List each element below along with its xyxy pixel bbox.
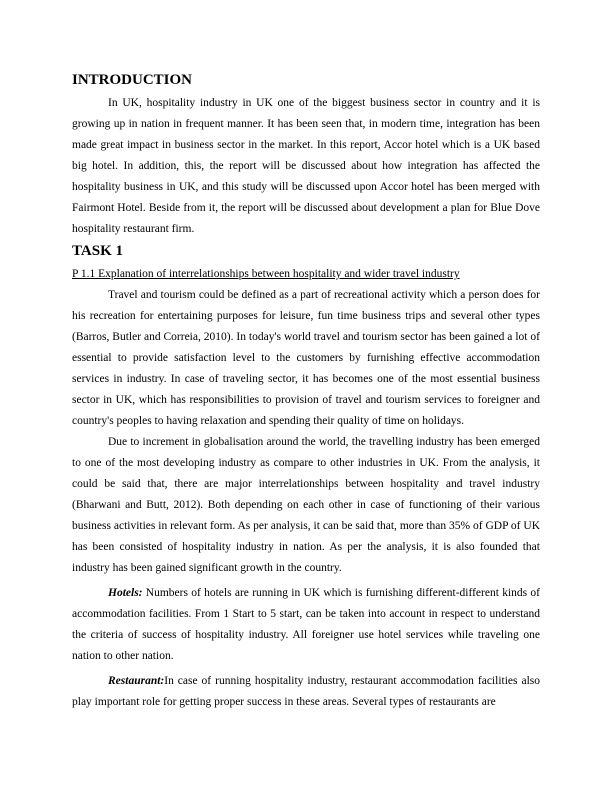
introduction-heading: INTRODUCTION xyxy=(72,72,193,88)
hotels-text: Numbers of hotels are running in UK which is furnishing different-different kinds of accommodation facilities. From 1 Start to 5 start, can be taken into account in respect to understand the criteria of success of hospitality industry. All foreigner use hotel services while traveling one nation to other nation. xyxy=(72,587,540,662)
document-page xyxy=(72,70,540,713)
restaurant-paragraph xyxy=(72,671,540,713)
introduction-paragraph: In UK, hospitality industry in UK one of the biggest business sector in country and it is growing up in nation in frequent manner. It has been seen that, in modern time, integration has been made great impact in business sector in the market. In this report, Accor hotel which is a UK based big hotel. In addition, this, the report will be discussed about how integration has affected the hospitality business in UK, and this study will be discussed upon Accor hotel has been merged with Fairmont Hotel. Beside from it, the report will be discussed about development a plan for Blue Dove hospitality restaurant firm. xyxy=(72,97,540,235)
hotels-label: Hotels: xyxy=(108,587,143,599)
task-1-heading: TASK 1 xyxy=(72,243,123,259)
hotels-paragraph xyxy=(72,583,540,667)
travel-tourism-paragraph: Travel and tourism could be defined as a part of recreational activity which a person does for his recreation for entertaining purposes for leisure, fun time business trips and several other types (Barros, Butler and Correia, 2010). In today's world travel and tourism sector has been gained a lot of essential to provide satisfaction level to the customers by furnishing effective accommodation services in industry. In case of traveling sector, it has becomes one of the most essential business sector in UK, which has responsibilities to provision of travel and tourism services to foreigner and country's peoples to having relaxation and spending their quality of time on holidays. xyxy=(72,289,540,427)
p1-1-subheading: P 1.1 Explanation of interrelationships between hospitality and wider travel industry xyxy=(72,268,460,280)
restaurant-label: Restaurant: xyxy=(108,675,165,687)
globalisation-paragraph: Due to increment in globalisation around the world, the travelling industry has been emerged to one of the most developing industry as compare to other industries in UK. From the analysis, it could be said that, there are major interrelationships between hospitality and travel industry (Bharwani and Butt, 2012). Both depending on each other in case of functioning of their various business activities in relevant form. As per analysis, it can be said that, more than 35% of GDP of UK has been consisted of hospitality industry in nation. As per the analysis, it is also founded that industry has been gained significant growth in the country. xyxy=(72,436,540,574)
restaurant-text: In case of running hospitality industry, restaurant accommodation facilities also play important role for getting proper success in these areas. Several types of restaurants are xyxy=(72,675,540,708)
